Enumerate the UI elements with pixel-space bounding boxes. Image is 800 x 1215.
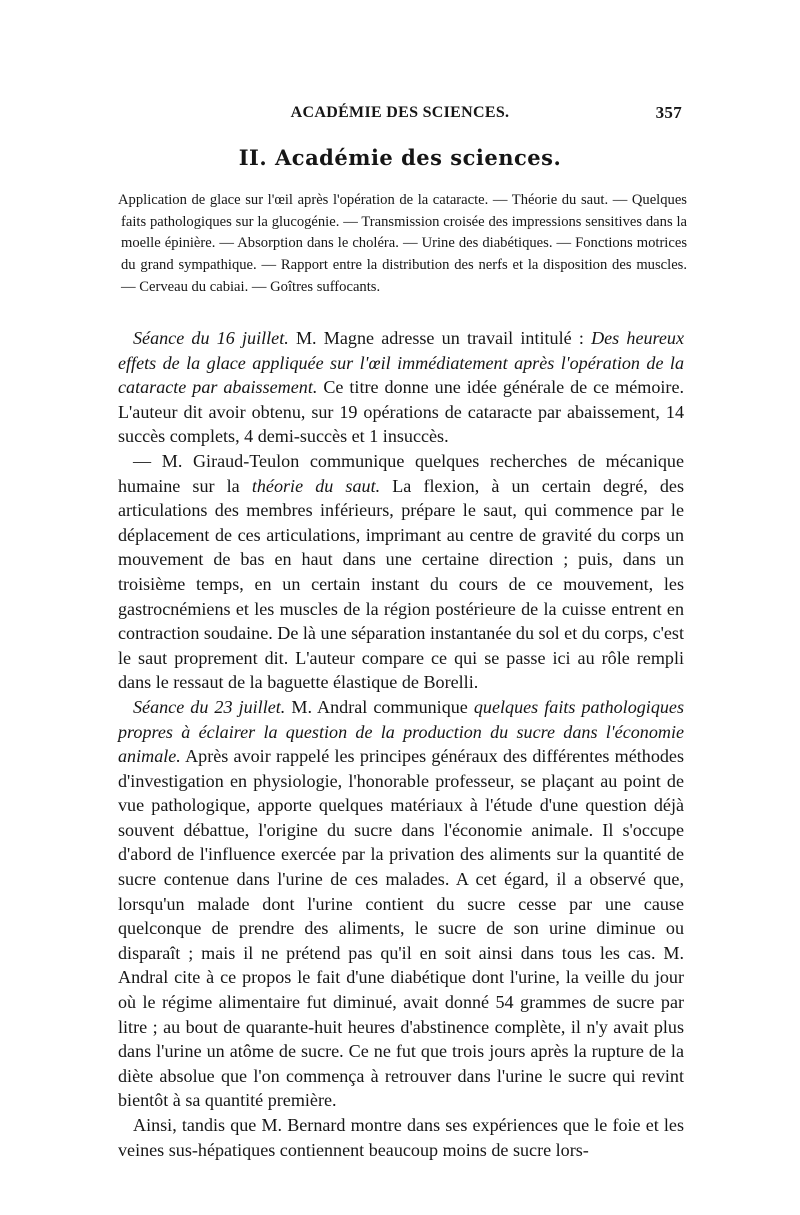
paragraph-seance-16-juillet (118, 326, 684, 449)
paragraph-text: La flexion, à un certain degré, des articulations des membres inférieurs, prépare le saut, qui commence par le déplacement de ces articulations, imprimant au centre de gravité du corps un mouvement de bas en haut dans une certaine direction ; puis, dans un troisième temps, en un certain instant du cours de ce mouvement, les gastrocnémiens et les muscles de la région postérieure de la cuisse entrent en contraction soudaine. De là une séparation instantanée du sol et du corps, c'est le saut proprement dit. L'auteur compare ce qui se passe ici au rôle rempli dans le ressaut de la baguette élastique de Borelli. (118, 475, 684, 693)
running-head (118, 101, 682, 125)
section-title: II. Académie des sciences. (238, 145, 562, 170)
work-title: théorie du saut. (251, 475, 381, 496)
paragraph-text: M. Andral communique (285, 696, 474, 717)
body-text (118, 326, 684, 1162)
session-date: Séance du 23 juillet. (133, 696, 286, 717)
paragraph-text: — M. Giraud-Teulon communique quelques recherches de mécanique humaine sur la (118, 450, 684, 496)
paragraph-text: Après avoir rappelé les principes généraux des différentes méthodes d'investigation en physiologie, l'honorable professeur, se plaçant au point de vue pathologique, apporte quelques matériaux à l'étude d'une question déjà souvent débattue, l'origine du sucre dans l'économie animale. Il s'occupe d'abord de l'influence exercée par la privation des aliments sur la quantité de sucre contenue dans l'urine de ces malades. A cet égard, il a observé que, lorsqu'un malade dont l'urine contient du sucre cesse par une cause quelconque de prendre des aliments, le sucre de son urine diminue ou disparaît ; mais il ne prétend pas qu'il en soit ainsi dans tous les cas. M. Andral cite à ce propos le fait d'une diabétique dont l'urine, la veille du jour où le régime alimentaire fut diminué, avait donné 54 grammes de sucre par litre ; au bout de quarante-huit heures d'abstinence complète, il n'y avait plus dans l'urine un atôme de sucre. Ce ne fut que trois jours après la rupture de la diète absolue que l'on commença à retrouver dans l'urine le sucre qui revint bientôt à sa quantité première. (118, 746, 684, 1111)
work-title: Des heureux effets de la glace appliquée sur l'œil immédiatement après l'opération de la cataracte par abaissement. (118, 328, 685, 398)
session-date: Séance du 16 juillet. (133, 328, 289, 348)
paragraph-theorie-du-saut (118, 449, 684, 695)
paragraph-ainsi (118, 1113, 684, 1162)
paragraph-text: Ainsi, tandis que M. Bernard montre dans ses expériences que le foie et les veines sus-hépatiques contiennent beaucoup moins de sucre lors- (118, 1115, 684, 1160)
page-number: 357 (655, 103, 682, 122)
running-head-title: ACADÉMIE DES SCIENCES. (290, 104, 510, 121)
section-summary: Application de glace sur l'œil après l'opération de la cataracte. — Théorie du saut. — Quelques faits pathologiques sur la glucogénie. — Transmission croisée des impressions sensitives dans la moelle épinière. — Absorption dans le choléra. — Urine des diabétiques. — Fonctions motrices du grand sympathique. — Rapport entre la distribution des nerfs et la disposition des muscles. — Cerveau du cabiai. — Goîtres suffocants. (118, 192, 687, 295)
paragraph-text: Ce titre donne une idée générale de ce mémoire. L'auteur dit avoir obtenu, sur 19 opérations de cataracte par abaissement, 14 succès complets, 4 demi-succès et 1 insuccès. (118, 377, 684, 447)
paragraph-text: M. Magne adresse un travail intitulé : (288, 328, 592, 348)
paragraph-seance-23-juillet (118, 695, 684, 1113)
work-title: quelques faits pathologiques propres à éclairer la question de la production du sucre dans l'économie animale. (118, 696, 684, 767)
